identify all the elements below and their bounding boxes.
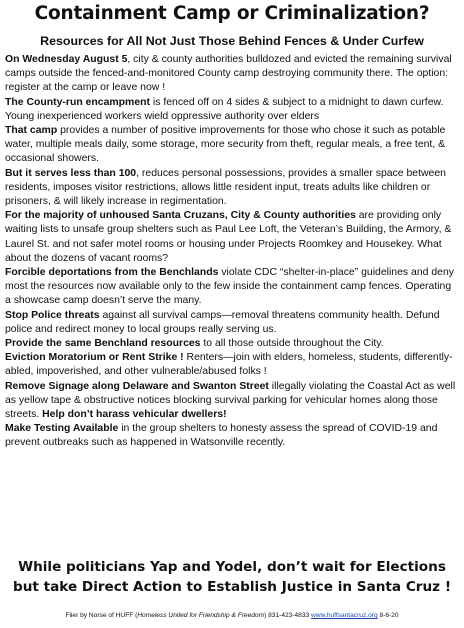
- flier-body: [5, 53, 459, 451]
- flier-title: Containment Camp or Criminalization?: [34, 3, 430, 24]
- paragraph-signage: [5, 380, 459, 423]
- footer-org: Homeless United for Friendship & Freedom: [137, 612, 265, 619]
- paragraph-lead: For the majority of unhoused Santa Cruzans, City & County authorities: [5, 210, 356, 222]
- paragraph-resources: [5, 337, 459, 351]
- paragraph-text: , city & county authorities bulldozed and evicted the remaining survival camps outside the fenced-and-monitored County camp destroying community there. The option: register at the camp or leave now !: [5, 54, 452, 94]
- paragraph-lead: Remove Signage along Delaware and Swanton Street: [5, 380, 269, 392]
- paragraph-that-camp: [5, 124, 459, 167]
- paragraph-deportations: [5, 266, 459, 309]
- footer-prefix: Flier by Norse of HUFF (: [65, 612, 138, 619]
- paragraph-eviction: [5, 351, 459, 379]
- paragraph-lead: That camp: [5, 125, 58, 137]
- paragraph-lead: But it serves less than 100: [5, 167, 137, 179]
- paragraph-testing: [5, 422, 459, 450]
- paragraph-lead: Provide the same Benchland resources: [5, 338, 201, 350]
- paragraph-text: provides a number of positive improvements for those who chose it such as potable water, multiple meals daily, some storage, more security from theft, regular meals, a free tent, & occasional showers.: [5, 125, 446, 165]
- paragraph-lead: The County-run encampment: [5, 96, 150, 108]
- flier-footer: [0, 612, 464, 619]
- closing-call: [0, 557, 464, 597]
- paragraph-police: [5, 309, 459, 337]
- paragraph-text: is fenced off on 4 sides & subject to a midnight to dawn curfew. Young inexperienced workers wield oppressive authority over elders: [5, 96, 444, 122]
- footer-date: 8-6-20: [377, 612, 399, 619]
- paragraph-text: to all those outside throughout the City.: [200, 338, 384, 350]
- paragraph-text: are providing only waiting lists to unsafe group shelters such as Paul Lee Loft, the Veteran’s Building, the Armory, & Laurel St. and not safer motel rooms or housing under Projects Roomkey and Housekey. What about the dozens of vacant rooms?: [5, 210, 452, 264]
- paragraph-lead: Stop Police threats: [5, 309, 100, 321]
- closing-line-1: While politicians Yap and Yodel, don’t wait for Elections: [18, 559, 446, 575]
- paragraph-text: in the group shelters to honesty assess the spread of COVID-19 and prevent outbreaks such as happened in Watsonville recently.: [5, 423, 438, 449]
- flier-subtitle: Resources for All Not Just Those Behind Fences & Under Curfew: [40, 34, 424, 48]
- paragraph-lead: On Wednesday August 5: [5, 54, 128, 65]
- paragraph-text: violate CDC “shelter-in-place” guidelines and deny most the resources now available only to the few inside the containment camp fences. Operating a showcase camp doesn’t serve the many.: [5, 267, 454, 307]
- paragraph-serves-less: [5, 167, 459, 210]
- paragraph-majority: [5, 209, 459, 266]
- paragraph-tail: Help don’t harass vehicular dwellers!: [42, 409, 227, 421]
- paragraph-lead: Eviction Moratorium or Rent Strike !: [5, 352, 184, 364]
- footer-phone: ) 831-423-4833: [264, 612, 312, 619]
- footer-website-link[interactable]: www.huffsantacruz.org: [311, 612, 378, 619]
- paragraph-text: , reduces personal possessions, provides a smaller space between residents, imposes visitor restrictions, allows little resident input, treats adults like children or prisoners, & will likely increase in regimentation.: [5, 167, 446, 208]
- paragraph-lead: Make Testing Available: [5, 423, 119, 435]
- paragraph-county-encampment: [5, 96, 459, 124]
- paragraph-text: against all survival camps—removal threatens community health. Defund police and redirect money to local groups really serving us.: [5, 309, 440, 335]
- paragraph-bulldozed: [5, 53, 459, 96]
- paragraph-text: Renters—join with elders, homeless, students, differently-abled, impoverished, and other vulnerable/abused folks !: [5, 352, 453, 378]
- paragraph-text: illegally violating the Coastal Act as well as yellow tape & obstructive notices blocking survival parking for vehicular homes along those streets.: [5, 380, 456, 421]
- closing-line-2: but take Direct Action to Establish Justice in Santa Cruz !: [12, 579, 452, 595]
- paragraph-lead: Forcible deportations from the Benchlands: [5, 267, 219, 279]
